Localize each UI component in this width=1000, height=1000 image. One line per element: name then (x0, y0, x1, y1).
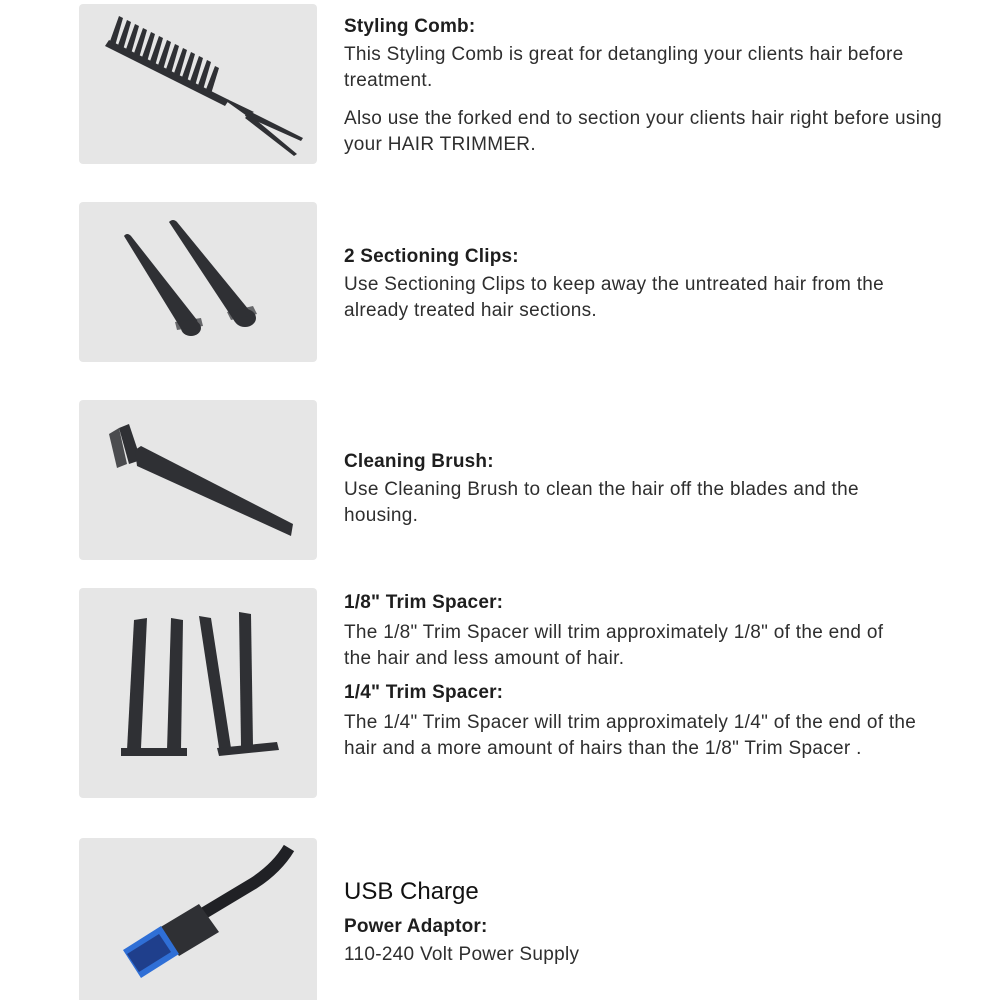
section-paragraph: Use Sectioning Clips to keep away the untreated hair from the already treated hair sections. (344, 274, 885, 321)
cleaning-brush-image (79, 400, 317, 560)
trim-spacers-image (79, 588, 317, 798)
sectioning-clips-card (79, 202, 317, 362)
cleaning-brush-text (344, 451, 944, 529)
usb-cable-card (79, 838, 317, 1000)
section-heading: 2 Sectioning Clips: (344, 246, 519, 267)
section-heading: Power Adaptor: (344, 916, 488, 937)
styling-comb-image (79, 4, 317, 164)
usb-title: USB Charge (344, 878, 479, 905)
section-heading: 1/8" Trim Spacer: (344, 592, 504, 613)
styling-comb-text (344, 16, 944, 158)
section-paragraph: 110-240 Volt Power Supply (344, 944, 580, 965)
section-paragraph: The 1/8" Trim Spacer will trim approximately 1/8" of the end of the hair and less amount of hair. (344, 622, 884, 669)
section-paragraph: This Styling Comb is great for detangling your clients hair before treatment. (344, 44, 904, 91)
trim-spacers-text (344, 592, 944, 762)
section-heading-2: 1/4" Trim Spacer: (344, 682, 504, 703)
sectioning-clips-image (79, 202, 317, 362)
usb-text (344, 878, 944, 968)
section-paragraph-2: The 1/4" Trim Spacer will trim approximately 1/4" of the end of the hair and a more amount of hairs than the 1/8" Trim Spacer . (344, 712, 917, 759)
section-heading: Cleaning Brush: (344, 451, 494, 472)
styling-comb-card (79, 4, 317, 164)
cleaning-brush-card (79, 400, 317, 560)
section-paragraph: Use Cleaning Brush to clean the hair off the blades and the housing. (344, 479, 859, 526)
trim-spacers-card (79, 588, 317, 798)
section-paragraph: Also use the forked end to section your clients hair right before using your HAIR TRIMMER. (344, 108, 942, 155)
usb-cable-image (79, 838, 317, 1000)
sectioning-clips-text (344, 246, 944, 324)
section-heading: Styling Comb: (344, 16, 476, 37)
